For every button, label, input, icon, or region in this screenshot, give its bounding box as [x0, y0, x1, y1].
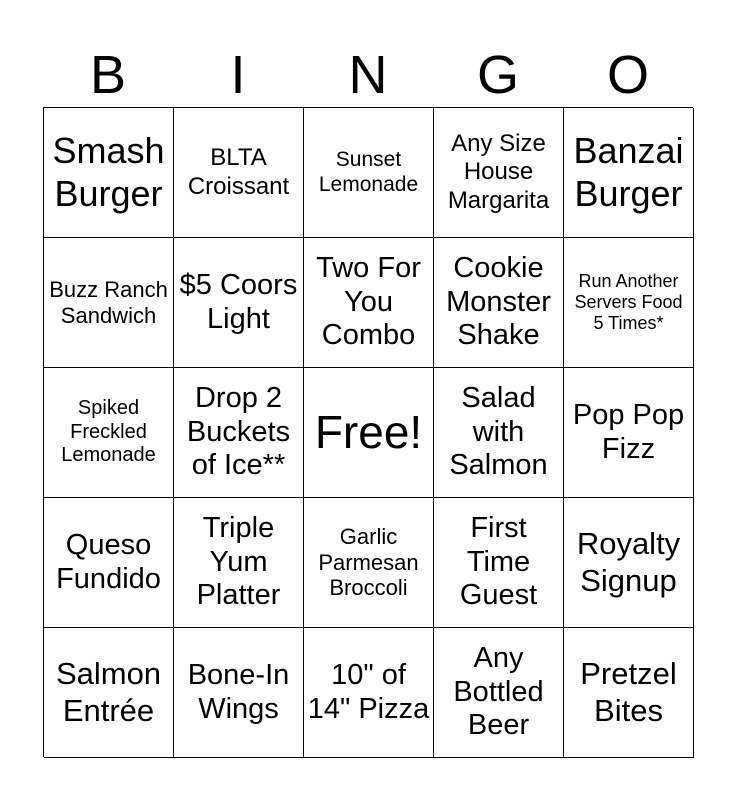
bingo-cell-r4-c1[interactable] — [44, 498, 174, 628]
bingo-cell-r1-c3[interactable] — [304, 108, 434, 238]
bingo-cell-text: Cookie Monster Shake — [446, 251, 551, 352]
bingo-cell-r5-c3[interactable] — [304, 628, 434, 758]
bingo-cell-r2-c1[interactable] — [44, 238, 174, 368]
bingo-cell-r2-c3[interactable] — [304, 238, 434, 368]
bingo-cell-text: Triple Yum Platter — [196, 511, 281, 612]
bingo-cell-text: Any Size House Margarita — [447, 130, 550, 214]
bingo-cell-r3-c5[interactable] — [564, 368, 694, 498]
bingo-cell-text: Buzz Ranch Sandwich — [49, 276, 168, 328]
bingo-cell-r5-c5[interactable] — [564, 628, 694, 758]
bingo-cell-text: BLTA Croissant — [187, 144, 290, 200]
bingo-cell-text: Bone-In Wings — [187, 658, 290, 725]
bingo-cell-r1-c4[interactable] — [434, 108, 564, 238]
bingo-cell-r4-c2[interactable] — [174, 498, 304, 628]
bingo-cell-r5-c1[interactable] — [44, 628, 174, 758]
bingo-cell-text: Two For You Combo — [316, 251, 421, 352]
bingo-cell-text: Drop 2 Buckets of Ice** — [186, 381, 291, 482]
bingo-cell-r2-c2[interactable] — [174, 238, 304, 368]
bingo-cell-r3-c4[interactable] — [434, 368, 564, 498]
bingo-header — [43, 44, 693, 106]
bingo-cell-text: Banzai Burger — [573, 130, 684, 214]
bingo-cell-free[interactable] — [304, 368, 434, 498]
bingo-cell-r1-c5[interactable] — [564, 108, 694, 238]
bingo-cell-r3-c1[interactable] — [44, 368, 174, 498]
bingo-cell-text: Pretzel Bites — [580, 656, 677, 728]
bingo-cell-r1-c2[interactable] — [174, 108, 304, 238]
bingo-cell-r3-c2[interactable] — [174, 368, 304, 498]
bingo-cell-text: Free! — [314, 405, 423, 458]
bingo-cell-r4-c5[interactable] — [564, 498, 694, 628]
bingo-cell-text: Spiked Freckled Lemonade — [61, 397, 156, 467]
bingo-cell-r2-c5[interactable] — [564, 238, 694, 368]
bingo-cell-text: Salmon Entrée — [55, 656, 162, 728]
bingo-cell-r5-c2[interactable] — [174, 628, 304, 758]
header-letter-i: I — [230, 45, 246, 105]
bingo-cell-text: 10" of 14" Pizza — [307, 658, 430, 725]
header-letter-o: O — [606, 45, 649, 105]
header-letter-g: G — [476, 45, 519, 105]
bingo-cell-text: Pop Pop Fizz — [572, 398, 685, 465]
bingo-cell-r5-c4[interactable] — [434, 628, 564, 758]
bingo-cell-text: Salad with Salmon — [449, 381, 548, 482]
bingo-cell-text: Any Bottled Beer — [453, 641, 544, 742]
bingo-cell-text: Sunset Lemonade — [318, 147, 419, 196]
bingo-cell-r4-c3[interactable] — [304, 498, 434, 628]
bingo-cell-text: Royalty Signup — [576, 526, 681, 598]
bingo-cell-text: Run Another Servers Food 5 Times* — [574, 270, 683, 334]
header-letter-n: N — [348, 45, 388, 105]
bingo-cell-text: Smash Burger — [52, 130, 165, 214]
bingo-board — [43, 107, 693, 757]
header-letter-b: B — [89, 45, 127, 105]
bingo-cell-r2-c4[interactable] — [434, 238, 564, 368]
bingo-cell-text: Queso Fundido — [56, 528, 161, 595]
bingo-cell-text: First Time Guest — [459, 511, 538, 612]
bingo-cell-r4-c4[interactable] — [434, 498, 564, 628]
bingo-cell-text: $5 Coors Light — [179, 268, 298, 335]
bingo-cell-text: Garlic Parmesan Broccoli — [318, 523, 419, 601]
bingo-cell-r1-c1[interactable] — [44, 108, 174, 238]
